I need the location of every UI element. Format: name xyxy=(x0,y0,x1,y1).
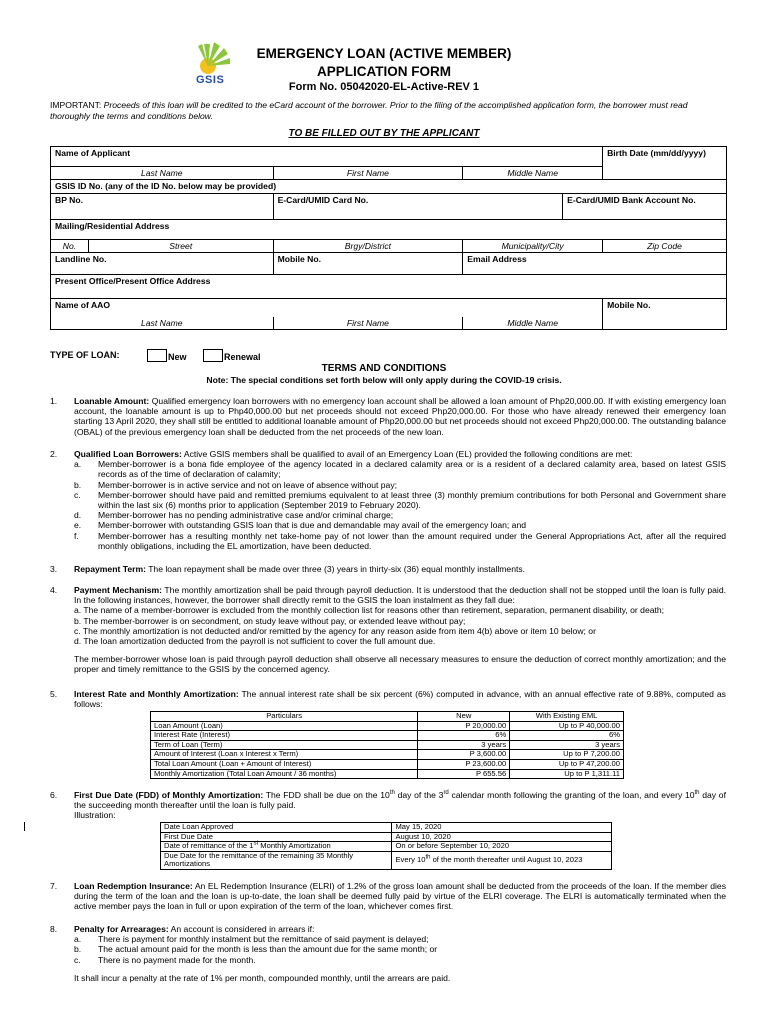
mailing-address-label: Mailing/Residential Address xyxy=(55,221,170,231)
ecard-no-field[interactable] xyxy=(273,194,563,220)
list-item: c. Member-borrower should have paid and remitted premiums equivalent to at least three (3) monthly premium contributions for both Personal and Government share within the last six (6) months prior to application (September 2019 to February 2020). xyxy=(74,489,726,511)
term-number: 8. xyxy=(50,924,58,934)
first-name-label: First Name xyxy=(273,167,463,180)
name-of-applicant-field[interactable] xyxy=(51,147,603,167)
penalty-paragraph: It shall incur a penalty at the rate of 1% per month, compounded monthly, until the arrears are paid. xyxy=(74,972,451,983)
form-number: Form No. 05042020-EL-Active-REV 1 xyxy=(288,81,480,93)
table-header: Particulars xyxy=(151,712,418,722)
term-title: Repayment Term: xyxy=(74,564,146,574)
table-row: Date Loan Approved May 15, 2020 xyxy=(161,823,612,833)
applicant-form xyxy=(50,146,727,330)
applicant-section-heading: TO BE FILLED OUT BY THE APPLICANT xyxy=(288,128,480,139)
zip-code-label: Zip Code xyxy=(603,240,727,253)
illustration-label: Illustration: xyxy=(74,810,116,821)
office-label: Present Office/Present Office Address xyxy=(55,276,211,286)
term-text: Qualified emergency loan borrowers with no emergency loan account shall be allowed a loan amount of Php20,000.00. If with existing emergency loan account, the loanable amount is up to Php40,000.00 but net proceeds should not exceed Php20,000.00. For those who have already renewed their emergency loan starting 13 April 2020, they shall still be entitled to additional loanable amount of Php20,000.00 but net proceeds should not exceed Php20,000.00. The outstanding balance (OBAL) of the previous emergency loan shall be deducted from the net proceeds of the new loan. xyxy=(74,396,727,437)
table-header: With Existing EML xyxy=(510,712,624,722)
term-item-8 xyxy=(50,924,726,983)
name-of-applicant-label: Name of Applicant xyxy=(55,148,131,158)
term-number: 4. xyxy=(50,585,58,595)
list-item: d. Member-borrower has no pending administrative case and/or criminal charge; xyxy=(74,510,394,521)
aao-last-name-label: Last Name xyxy=(51,317,274,330)
term-text: The loan repayment shall be made over three (3) years in thirty-six (36) equal monthly installments. xyxy=(148,564,526,574)
term-title: First Due Date (FDD) of Monthly Amortization: xyxy=(74,790,264,800)
list-item: f. Member-borrower has a resulting monthly net take-home pay of not lower than the amount required under the General Appropriations Act, after all the required monthly obligations, including the EL amortization, have been deducted. xyxy=(74,530,726,551)
term-number: 5. xyxy=(50,689,58,699)
term-item-5 xyxy=(50,689,726,709)
list-item: a. Member-borrower is a bona fide employee of the agency located in a declared calamity area or is a resident of a declared calamity area, based on latest GSIS records as of the time of declaration of calamity; xyxy=(74,459,726,480)
term-item-3 xyxy=(50,564,726,574)
mobile-label: Mobile No. xyxy=(277,254,322,264)
text-cursor xyxy=(24,822,25,831)
type-of-loan-label: TYPE OF LOAN: xyxy=(50,350,120,360)
type-of-loan xyxy=(50,350,120,360)
landline-label: Landline No. xyxy=(55,254,107,264)
term-title: Loan Redemption Insurance: xyxy=(74,881,193,891)
table-row: Total Loan Amount (Loan + Amount of Interest) P 23,600.00 Up to P 47,200.00 xyxy=(151,759,624,769)
term-item-4 xyxy=(50,585,726,675)
term-item-7 xyxy=(50,881,726,912)
brgy-label: Brgy/District xyxy=(273,240,463,253)
term-number: 7. xyxy=(50,881,58,891)
term-title: Qualified Loan Borrowers: xyxy=(74,449,182,459)
renewal-loan-label: Renewal xyxy=(224,352,261,362)
table-row: Amount of Interest (Loan x Interest x Term) P 3,600.00 Up to P 7,200.00 xyxy=(151,750,624,760)
address-no-label: No. xyxy=(51,240,89,253)
renewal-loan-checkbox[interactable] xyxy=(203,349,223,362)
table-row: First Due Date August 10, 2020 xyxy=(161,832,612,842)
qualification-list xyxy=(74,459,726,551)
office-field[interactable] xyxy=(51,275,727,299)
aao-name-field[interactable] xyxy=(51,299,603,317)
email-label: Email Address xyxy=(467,254,527,264)
aao-name-label: Name of AAO xyxy=(55,300,111,310)
landline-field[interactable] xyxy=(51,253,274,275)
aao-mobile-field[interactable] xyxy=(603,299,727,330)
new-loan-checkbox[interactable] xyxy=(147,349,167,362)
term-title: Interest Rate and Monthly Amortization: xyxy=(74,689,239,699)
ecard-bank-field[interactable] xyxy=(563,194,727,220)
amortization-table xyxy=(150,711,624,779)
terms-heading: TERMS AND CONDITIONS xyxy=(321,363,447,374)
bp-no-label: BP No. xyxy=(55,195,84,205)
aao-middle-name-label: Middle Name xyxy=(463,317,603,330)
ecard-bank-label: E-Card/UMID Bank Account No. xyxy=(567,195,696,205)
email-field[interactable] xyxy=(463,253,727,275)
table-row: Due Date for the remittance of the remaining 35 Monthly Amortizations Every 10th of the month thereafter until August 10, 2023 xyxy=(161,851,612,869)
gsis-logo-text: GSIS xyxy=(196,74,225,86)
aao-first-name-label: First Name xyxy=(273,317,463,330)
form-title: EMERGENCY LOAN (ACTIVE MEMBER) xyxy=(256,46,512,61)
term-item-6: 6. First Due Date (FDD) of Monthly Amortization: The FDD shall be due on the 10th day of the 3rd calendar month following the granting of the loan, and every 10th day of the succeeding month thereafter until the loan is fully paid. Illustration: xyxy=(50,790,726,821)
first-due-date-table xyxy=(160,822,612,870)
important-notice xyxy=(50,100,726,122)
terms-note: Note: The special conditions set forth below will only apply during the COVID-19 crisis. xyxy=(206,375,562,385)
bp-no-field[interactable] xyxy=(51,194,274,220)
term-number: 6. xyxy=(50,790,58,800)
list-item: b. The actual amount paid for the month is less than the amount due for the same month; or xyxy=(74,944,438,955)
table-row: Date of remittance of the 1st Monthly Amortization On or before September 10, 2020 xyxy=(161,842,612,852)
gsis-id-label: GSIS ID No. (any of the ID No. below may be provided) xyxy=(51,180,727,194)
payment-line: b. The member-borrower is on secondment, on study leave without pay, or extended leave without pay; xyxy=(74,615,466,626)
payment-line: a. The name of a member-borrower is excluded from the monthly collection list for reasons other than retirement, separation, permanent disability, or death; xyxy=(74,605,665,616)
important-text: Proceeds of this loan will be credited to the eCard account of the borrower. Prior to the filing of the accomplished application form, the borrower must read thoroughly the terms and conditions below. xyxy=(50,100,688,121)
ecard-no-label: E-Card/UMID Card No. xyxy=(277,195,369,205)
list-item: e. Member-borrower with outstanding GSIS loan that is due and demandable may avail of the emergency loan; and xyxy=(74,520,527,531)
table-header: New xyxy=(418,712,510,722)
arrears-list xyxy=(74,934,726,965)
term-number: 2. xyxy=(50,449,58,459)
mailing-address-field[interactable] xyxy=(51,220,727,240)
list-item: a. There is payment for monthly instalment but the remittance of said payment is delayed; xyxy=(74,934,429,945)
form-subtitle: APPLICATION FORM xyxy=(317,64,451,79)
birth-date-label: Birth Date (mm/dd/yyyy) xyxy=(607,148,706,158)
new-loan-label: New xyxy=(168,352,187,362)
term-text: Active GSIS members shall be qualified to avail of an Emergency Loan (EL) provided the following conditions are met: xyxy=(183,449,633,459)
payment-line: d. The loan amortization deducted from the payroll is not sufficient to cover the full amount due. xyxy=(74,636,436,647)
term-number: 1. xyxy=(50,396,58,406)
term-text: An account is considered in arrears if: xyxy=(170,924,315,934)
term-text: The annual interest rate shall be six percent (6%) computed in advance, with an annual effective rate of 9.88%, computed as follows: xyxy=(74,689,726,710)
table-row: Loan Amount (Loan) P 20,000.00 Up to P 40,000.00 xyxy=(151,721,624,731)
term-text: An EL Redemption Insurance (ELRI) of 1.2% of the gross loan amount shall be deducted from the proceeds of the loan. If the member dies during the term of the loan and the loan is up-to-date, the loan shall be deemed fully paid by virtue of the ELRI coverage. The ELRI is automatically terminated when the active member pays the loan in full or upon expiration of the term of the loan, whichever comes first. xyxy=(74,881,727,912)
term-item-1 xyxy=(50,396,726,437)
list-item: b. Member-borrower is in active service and not on leave of absence without pay; xyxy=(74,479,398,490)
term-title: Loanable Amount: xyxy=(74,396,150,406)
birth-date-field[interactable] xyxy=(603,147,727,180)
table-row: Monthly Amortization (Total Loan Amount / 36 months) P 655.56 Up to P 1,311.11 xyxy=(151,769,624,779)
table-row: Interest Rate (Interest) 6% 6% xyxy=(151,731,624,741)
mobile-field[interactable] xyxy=(273,253,463,275)
table-row: Term of Loan (Term) 3 years 3 years xyxy=(151,740,624,750)
aao-mobile-label: Mobile No. xyxy=(607,300,651,310)
middle-name-label: Middle Name xyxy=(463,167,603,180)
important-label: IMPORTANT: xyxy=(50,100,102,110)
list-item: c. There is no payment made for the month. xyxy=(74,954,256,965)
municipality-label: Municipality/City xyxy=(463,240,603,253)
term-item-2 xyxy=(50,449,726,551)
term-title: Payment Mechanism: xyxy=(74,585,163,595)
street-label: Street xyxy=(88,240,273,253)
term-title: Penalty for Arrearages: xyxy=(74,924,169,934)
payment-line: c. The monthly amortization is not deducted and/or remitted by the agency for any reason aside from item 4(b) above or item 10 below; or xyxy=(74,625,596,636)
payment-paragraph: The member-borrower whose loan is paid through payroll deduction shall observe all necessary measures to ensure the deduction of correct monthly amortization; and the proper and timely remittance to the GSIS by the concerned agency. xyxy=(74,654,726,675)
term-number: 3. xyxy=(50,564,58,574)
term-text: The monthly amortization shall be paid through payroll deduction. It is understood that the deduction shall not be stopped until the loan is fully paid. In the following instances, however, the borrower shall directly remit to the GSIS the loan instalment as they fall due: xyxy=(74,585,726,606)
last-name-label: Last Name xyxy=(51,167,274,180)
